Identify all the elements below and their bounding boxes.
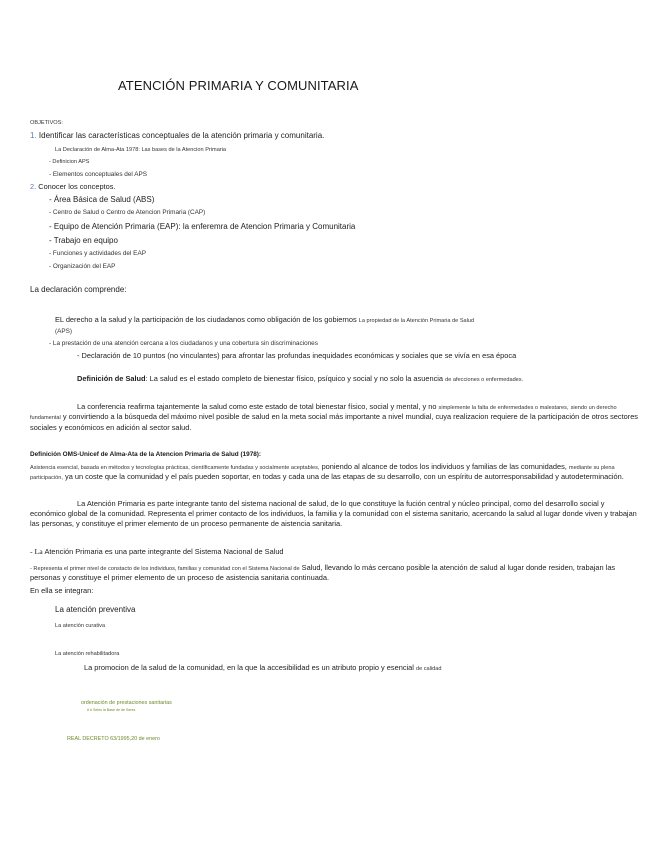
integran-line: En ella se integran: — [30, 586, 94, 595]
declaracion-puntos: - Declaración de 10 puntos (no vinculantes) para afrontar las profundas inequidades económicas y sociales que se vivía en esa época — [77, 351, 517, 360]
objective-1-number: 1. — [30, 131, 37, 140]
objectives-label: OBJETIVOS: — [30, 120, 63, 126]
prestacion-line: - La prestación de una atención cercana a los ciudadanos y una cobertura sin discriminaciones — [49, 340, 318, 347]
decree-reference: REAL DECRETO 63/1995,20 de enero — [67, 736, 160, 742]
conference-text: La conferencia reafirma tajantemente la salud como este estado de total bienestar físico, social y mental, y no — [77, 402, 437, 411]
right-to-health-line — [55, 316, 474, 325]
oms-heading: Definición OMS-Unicef de Alma-Ata de la Atencion Primaria de Salud (1978): — [30, 451, 262, 458]
conference-small: simplemente la falta de enfermedades o malestares, — [438, 405, 569, 411]
page-title: ATENCIÓN PRIMARIA Y COMUNITARIA — [118, 78, 359, 93]
objective-2-text: Conocer los conceptos. — [38, 182, 116, 191]
objective-1-item: - Definicion APS — [49, 159, 90, 165]
integral-line — [30, 547, 284, 557]
atencion-curativa: La atención curativa — [55, 623, 106, 629]
atencion-preventiva: La atención preventiva — [55, 605, 136, 614]
promocion-text: La promocion de la salud de la comunidad, en la que la accesibilidad es un atributo propio y esencial — [84, 663, 414, 672]
footer-line-1: ordenación de prestaciones sanitarias — [81, 700, 172, 706]
integral-par-small: - Representa el primer nivel de constacto de los individuos, familias y comunidad con el Sistema Nacional de — [30, 566, 300, 572]
objective-1-item: - Elementos conceptuales del APS — [49, 171, 148, 178]
health-definition — [77, 375, 523, 384]
oms-paragraph-1 — [30, 462, 640, 483]
objective-2-item: - Funciones y actividades del EAP — [49, 250, 146, 257]
declaration-heading: La declaración comprende: — [30, 285, 127, 294]
oms-par1-rest: poniendo al alcance de todos los individuos y familias de las comunidades, — [321, 462, 567, 471]
objective-2-item: - Centro de Salud o Centro de Atencion Primaria (CAP) — [49, 209, 206, 216]
health-definition-small: de afecciones o enfermedades. — [445, 377, 524, 383]
objective-2 — [30, 183, 115, 192]
promocion-line — [84, 664, 442, 673]
integral-paragraph — [30, 563, 642, 583]
objective-2-item: - Organización del EAP — [49, 263, 116, 270]
oms-paragraph-2: La Atención Primaria es parte integrante tanto del sistema nacional de salud, de lo que constituye la fución central y núcleo principal, como del desarrollo social y económico global de la comunidad. Representa el primer contacto de los individuos, la familia y la comunidad con el sistema sanitario, acercando la salud al lugar donde viven y trabajan las personas, y constituye el primer elemento de un proceso permanente de aistencia sanitaria. — [30, 499, 637, 528]
objective-1-item: La Declaración de Alma-Ata 1978: Las bases de la Atencion Primaria — [55, 147, 227, 153]
oms-par1-rest-2: ya un coste que la comunidad y el país pueden soportar, en todas y cada una de las etapas de su desarrollo, con un espíritu de autorresponsabilidad y autodeterminación. — [65, 472, 624, 482]
aps-label: (APS) — [55, 328, 73, 335]
health-definition-label: Definición de Salud — [77, 374, 146, 383]
footer-line-2: # # Seles la Base de de Seres — [87, 708, 136, 712]
objective-2-item: - Área Básica de Salud (ABS) — [49, 195, 155, 204]
conference-paragraph — [30, 402, 640, 433]
objective-1-text: Identificar las características conceptuales de la atención primaria y comunitaria. — [38, 131, 325, 140]
objective-1 — [30, 131, 324, 141]
conference-rest: y convirtiendo a la búsqueda del máximo nivel posible de salud en la meta social más importante a nivel mundial, cuya realizacion requiere de la participación de otros sectores sociales y económicos en adición al sector salud. — [30, 412, 639, 432]
conference-small-2: siendo un derecho fundamental — [30, 405, 617, 422]
objective-2-item: - Equipo de Atención Primaria (EAP): la enferemra de Atencion Primaria y Comunitaria — [49, 222, 356, 231]
objective-2-number: 2. — [30, 182, 37, 191]
integral-text: Atención Primaria es una parte integrante del Sistema Nacional de Salud — [44, 547, 284, 556]
objective-2-item: - Trabajo en equipo — [49, 236, 118, 245]
right-to-health-small: La propiedad de la Atención Primaria de Salud — [358, 318, 475, 324]
health-definition-text: : La salud es el estado completo de bienestar físico, psíquico y social y no solo la asuencia — [145, 374, 444, 383]
right-to-health-text: EL derecho a la salud y la participación de los ciudadanos como obligación de los gobiernos — [55, 315, 357, 324]
oms-par1-small: Asistencia esencial, basada en métodos y tecnologías prácticas, científicamente fundadas y socialmente aceptables, — [30, 465, 320, 471]
integral-prefix: - La — [30, 547, 43, 556]
oms-par1-small-2: mediante su plena participación, — [30, 465, 615, 482]
integral-par-rest: Salud, llevando lo más cercano posible la atención de salud al lugar donde residen, trabajan las personas y constituye el primer elemento de un proceso de asistencia sanitaria continuada. — [30, 563, 616, 583]
promocion-small: de calidad — [415, 666, 442, 672]
atencion-rehabilitadora: La atención rehabilitadora — [55, 651, 120, 657]
